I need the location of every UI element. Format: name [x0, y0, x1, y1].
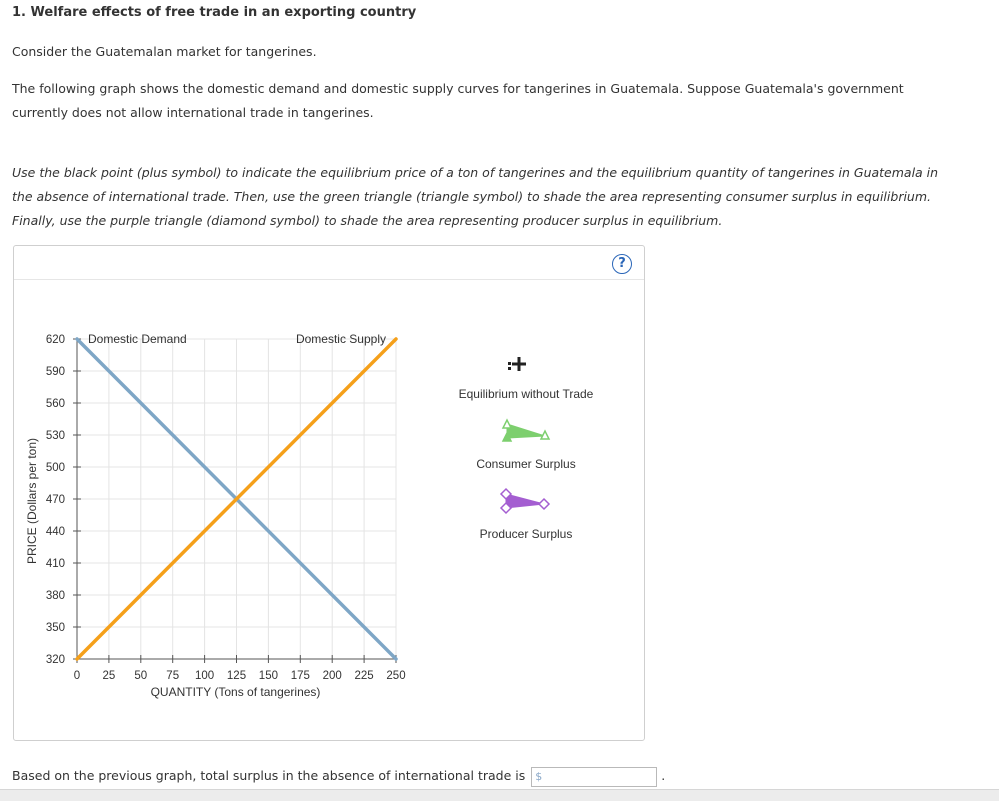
diamond-icon[interactable]	[501, 489, 549, 513]
supply-curve-label: Domestic Supply	[295, 332, 386, 346]
y-tick-label: 410	[45, 558, 65, 570]
x-tick-label: 150	[258, 670, 278, 682]
consumer-surplus-tool[interactable]	[503, 420, 549, 441]
y-tick-label: 320	[45, 654, 65, 666]
total-surplus-answer-box[interactable]	[531, 767, 657, 787]
chart	[14, 246, 644, 740]
x-tick-label: 25	[102, 670, 116, 682]
y-tick-label: 350	[45, 622, 65, 634]
y-tick-label: 560	[45, 398, 65, 410]
plus-icon[interactable]	[508, 357, 526, 371]
y-tick-label: 530	[45, 430, 65, 442]
y-axis-title: PRICE (Dollars per ton)	[25, 437, 39, 565]
y-tick-label: 380	[45, 590, 65, 602]
equilibrium-tool[interactable]	[508, 357, 526, 371]
x-axis-title: QUANTITY (Tons of tangerines)	[150, 685, 321, 699]
x-tick-label: 200	[322, 670, 342, 682]
y-tick-label: 620	[45, 334, 65, 346]
question-title: 1. Welfare effects of free trade in an exporting country	[12, 5, 417, 20]
x-tick-label: 125	[226, 670, 247, 682]
help-icon[interactable]: ?	[612, 254, 632, 274]
currency-symbol: $	[535, 769, 543, 783]
y-tick-label: 500	[45, 462, 65, 474]
bottom-scrollbar[interactable]	[0, 789, 999, 801]
x-tick-label: 50	[134, 670, 148, 682]
x-tick-label: 100	[195, 670, 215, 682]
legend-label-producer-surplus: Producer Surplus	[479, 527, 573, 541]
legend-label-consumer-surplus: Consumer Surplus	[476, 457, 576, 471]
instructions-text: Use the black point (plus symbol) to indicate the equilibrium price of a ton of tangerines and the equilibrium quantity of tangerines in Guatemala in the absence of international trade. Then, use the green triangle (triangle symbol) to shade the area representing consumer surplus in equilibrium. Finally, use the purple triangle (diamond symbol) to shade the area representing producer surplus in equilibrium.	[12, 165, 939, 228]
legend	[459, 357, 594, 541]
demand-curve-label: Domestic Demand	[88, 332, 187, 346]
intro-text: Consider the Guatemalan market for tangerines.	[12, 44, 317, 59]
y-tick-label: 440	[45, 526, 65, 538]
total-surplus-input[interactable]	[544, 768, 652, 784]
graph-panel	[13, 245, 645, 741]
description-text: The following graph shows the domestic demand and domestic supply curves for tangerines in Guatemala. Suppose Guatemala's government currently does not allow international trade in tangerines.	[12, 81, 904, 120]
total-surplus-prompt: Based on the previous graph, total surplus in the absence of international trade is	[12, 768, 526, 783]
y-tick-label: 590	[45, 366, 65, 378]
producer-surplus-tool[interactable]	[501, 489, 549, 513]
sentence-period: .	[661, 768, 666, 783]
x-tick-label: 75	[166, 670, 180, 682]
x-tick-label: 175	[290, 670, 310, 682]
x-tick-label: 250	[386, 670, 406, 682]
x-tick-label: 225	[354, 670, 374, 682]
triangle-icon[interactable]	[503, 420, 549, 441]
legend-label-equilibrium: Equilibrium without Trade	[458, 387, 594, 401]
total-surplus-question	[12, 765, 665, 787]
x-tick-label: 0	[73, 670, 81, 682]
y-tick-label: 470	[45, 494, 65, 506]
